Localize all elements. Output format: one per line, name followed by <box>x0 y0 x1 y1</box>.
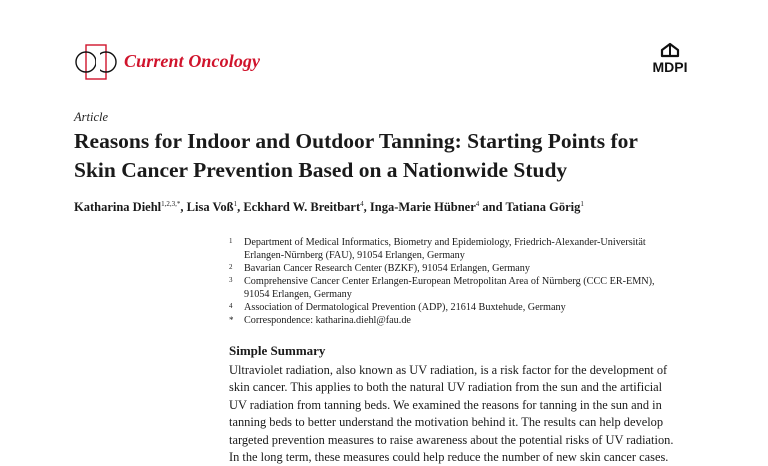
summary-line: In the long term, these measures could help reduce the number of new skin cancer cases. <box>229 450 669 465</box>
author-name[interactable]: Eckhard W. Breitbart <box>243 200 361 214</box>
author-name[interactable]: Lisa Voß <box>186 200 234 214</box>
author-name[interactable]: Tatiana Görig <box>505 200 581 214</box>
author-name[interactable]: Katharina Diehl <box>74 200 162 214</box>
simple-summary-heading: Simple Summary <box>229 343 326 358</box>
author-affiliation-marker: 1 <box>580 200 584 208</box>
article-title <box>74 127 714 185</box>
summary-line: targeted prevention measures to raise awareness about the potential risks of UV radiation. <box>229 432 674 447</box>
summary-line: skin cancer. This applies to both the natural UV radiation from the sun and the artificial <box>229 380 663 395</box>
current-oncology-logo-icon <box>74 44 118 80</box>
affiliation-marker: 3 <box>229 276 233 284</box>
summary-line: Ultraviolet radiation, also known as UV radiation, is a risk factor for the development of <box>229 363 668 377</box>
correspondence-marker: * <box>229 315 234 325</box>
affiliation-item: 3 Comprehensive Cancer Center Erlangen-European Metropolitan Area of Nürnberg (CCC ER-EMN), 91054 Erlangen, Germany <box>229 276 655 300</box>
affiliation-item: 1 Department of Medical Informatics, Biometry and Epidemiology, Friedrich-Alexander-Universität Erlangen-Nürnberg (FAU), 91054 Erlangen, Germany <box>229 237 646 261</box>
author-affiliation-marker: 1 <box>233 200 238 208</box>
publisher-name: MDPI <box>652 59 688 75</box>
author-list: Katharina Diehl$^{1,2,3,*}$, Lisa Voß$^1$, Eckhard W. Breitbart$^4$, Inga-Marie Hübner$^4$ and Tatiana Görig$^1$ <box>74 200 584 214</box>
article-title-line: Skin Cancer Prevention Based on a Nationwide Study <box>74 158 568 182</box>
author-affiliation-marker: 1,2,3,* <box>161 200 181 208</box>
affiliation-item: 4 Association of Dermatological Prevention (ADP), 21614 Buxtehude, Germany <box>229 302 566 313</box>
simple-summary-body <box>229 362 709 466</box>
journal-name: Current Oncology <box>124 51 261 71</box>
article-title-line: Reasons for Indoor and Outdoor Tanning: Starting Points for <box>74 129 638 153</box>
correspondence-email[interactable]: Correspondence: katharina.diehl@fau.de <box>244 315 411 326</box>
affiliation-marker: 2 <box>229 263 233 271</box>
summary-line: UV radiation from tanning beds. We examined the reasons for tanning in the sun and in <box>229 397 662 412</box>
author-name[interactable]: Inga-Marie Hübner <box>369 200 476 214</box>
correspondence-item <box>229 314 699 327</box>
author-affiliation-marker: 4 <box>475 200 480 208</box>
mdpi-logo-icon <box>642 42 698 80</box>
affiliation-item: 2 Bavarian Cancer Research Center (BZKF), 91054 Erlangen, Germany <box>229 263 530 274</box>
summary-line: tanning beds to better understand the motivation behind it. The results can help develop <box>229 415 664 430</box>
author-affiliation-marker: 4 <box>360 200 364 208</box>
affiliation-marker: 4 <box>229 302 233 310</box>
affiliation-marker: 1 <box>229 237 233 245</box>
article-type: Article <box>74 110 109 124</box>
affiliations-list <box>229 236 699 327</box>
journal-header <box>0 0 768 100</box>
